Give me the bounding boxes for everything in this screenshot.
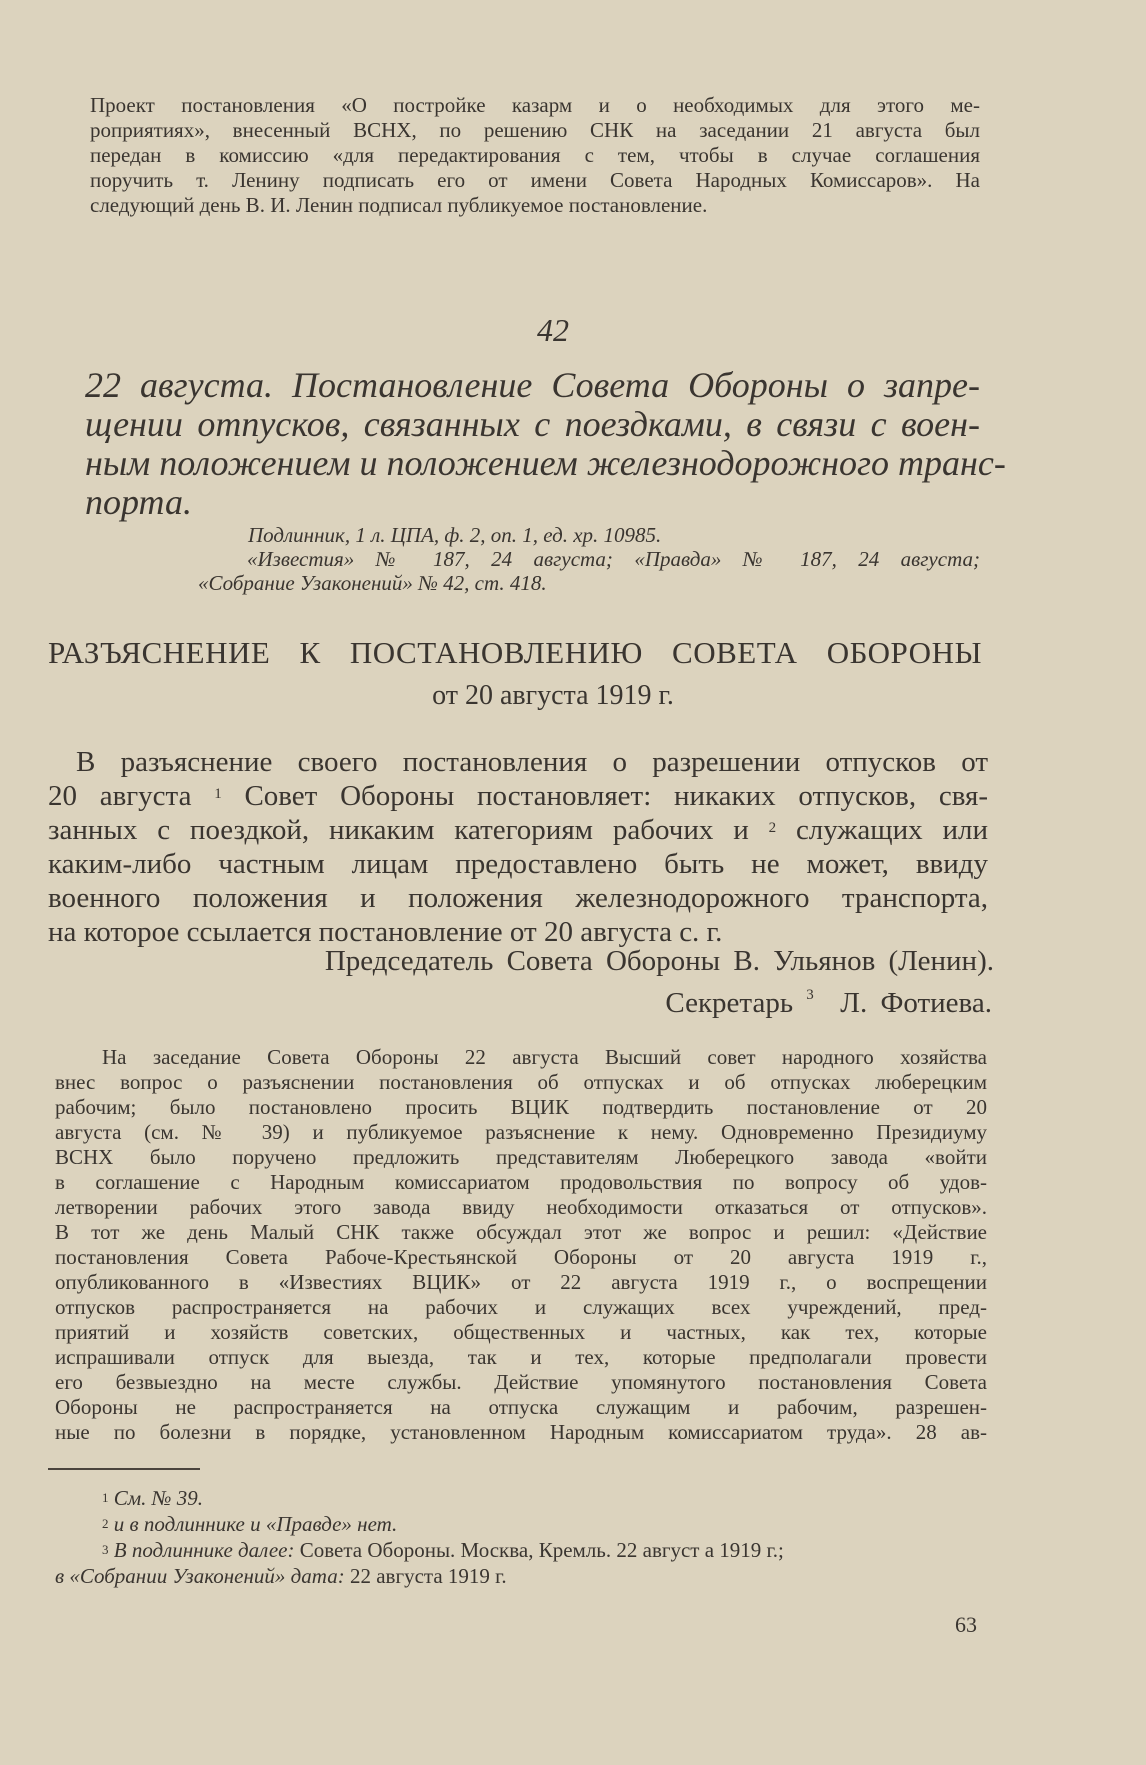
footnote-3-continued [55, 1563, 987, 1589]
signature-chairman: Председатель Совета Обороны В. Ульянов (Ленин). [324, 945, 994, 977]
intro-line: следующий день В. И. Ленин подписал публикуемое постановление. [90, 193, 708, 217]
note-line: В тот же день Малый СНК также обсуждал этот же вопрос и решил: «Действие [55, 1220, 987, 1244]
body-line: военного положения и положения железнодорожного транспорта, [48, 882, 988, 914]
signature-secretary [665, 987, 992, 1020]
footnotes [55, 1485, 987, 1589]
note-line: августа (см. № 39) и публикуемое разъяснение к нему. Одновременно Президиуму [55, 1120, 987, 1144]
secretary-name: Л. Фотиева. [840, 987, 992, 1019]
intro-paragraph [90, 93, 980, 218]
decree-subtitle: от 20 августа 1919 г. [432, 680, 674, 711]
source-line: «Собрание Узаконений» № 42, ст. 418. [198, 571, 547, 595]
body-text: занных с поездкой, никаким категориям рабочих и [48, 814, 749, 846]
intro-line: передан в комиссию «для передактирования с тем, чтобы в случае соглашения [90, 143, 980, 167]
document-number: 42 [537, 312, 569, 348]
footnote-text: Совета Обороны. Москва, Кремль. 22 август а 1919 г.; [299, 1538, 784, 1562]
archival-sources [200, 523, 980, 595]
footnote-1 [55, 1485, 987, 1511]
body-line [48, 813, 988, 847]
intro-line: роприятиях», внесенный ВСНХ, по решению СНК на заседании 21 августа был [90, 118, 980, 142]
note-line: его безвыездно на месте службы. Действие упомянутого постановления Совета [55, 1370, 987, 1394]
decree-body [48, 745, 988, 949]
footnote-3 [55, 1537, 987, 1563]
secretary-role: Секретарь [665, 987, 794, 1019]
footnote-label: В подлиннике далее: [113, 1538, 295, 1562]
source-line: Подлинник, 1 л. ЦПА, ф. 2, оп. 1, ед. хр. 10985. [248, 523, 662, 547]
heading-line: ным положением и положением железнодорожного транс- [85, 443, 1006, 483]
heading-line: 22 августа. Постановление Совета Обороны о запре- [85, 365, 980, 405]
footnote-ref: 1 [214, 786, 222, 802]
note-line: постановления Совета Рабоче-Крестьянской Обороны от 20 августа 1919 г., [55, 1245, 987, 1269]
footnote-label: в «Собрании Узаконений» дата: [55, 1564, 345, 1588]
footnote-ref: 2 [768, 820, 777, 836]
source-line: «Известия» № 187, 24 августа; «Правда» № 187, 24 августа; [247, 547, 980, 571]
intro-line: Проект постановления «О постройке казарм и о необходимых для этого ме- [90, 93, 980, 117]
decree-title: РАЗЪЯСНЕНИЕ К ПОСТАНОВЛЕНИЮ СОВЕТА ОБОРОНЫ [48, 635, 982, 670]
body-line: на которое ссылается постановление от 20 августа с. г. [48, 916, 723, 948]
note-line: летворении рабочих этого завода ввиду необходимости отказаться от отпусков». [55, 1195, 987, 1219]
footnote-text: и в подлиннике и «Правде» нет. [113, 1512, 398, 1536]
body-line: каким-либо частным лицам предоставлено быть не может, ввиду [48, 848, 988, 880]
body-text: Совет Обороны постановляет: никаких отпусков, свя- [244, 780, 989, 812]
body-text: 20 августа [48, 780, 192, 812]
note-line: опубликованного в «Известиях ВЦИК» от 22 августа 1919 г., о воспрещении [55, 1270, 987, 1294]
note-line: внес вопрос о разъяснении постановления об отпусках и об отпусках люберецким [55, 1070, 987, 1094]
body-text: служащих или [795, 814, 989, 846]
footnote-2 [55, 1511, 987, 1537]
document-heading [85, 365, 1006, 522]
note-line: испрашивали отпуск для выезда, так и тех, которые предполагали провести [55, 1345, 987, 1369]
footnote-text: 22 августа 1919 г. [349, 1564, 507, 1588]
footnote-number: 1 [102, 1490, 109, 1505]
footnote-number: 3 [102, 1542, 109, 1557]
note-line: приятий и хозяйств советских, общественных и частных, как тех, которые [55, 1320, 987, 1344]
footnote-ref: 3 [806, 987, 814, 1003]
intro-line: поручить т. Ленину подписать его от имени Совета Народных Комиссаров». На [90, 168, 980, 192]
note-line: рабочим; было постановлено просить ВЦИК подтвердить постановление от 20 [55, 1095, 987, 1119]
heading-line: щении отпусков, связанных с поездками, в связи с воен- [85, 404, 980, 444]
note-line: в соглашение с Народным комиссариатом продовольствия по вопросу об удов- [55, 1170, 987, 1194]
footnote-text: См. № 39. [113, 1486, 203, 1510]
page-number: 63 [955, 1612, 977, 1637]
note-line: ВСНХ было поручено предложить представителям Люберецкого завода «войти [55, 1145, 987, 1169]
footnote-number: 2 [102, 1516, 109, 1531]
heading-line: порта. [85, 482, 192, 522]
body-line [48, 779, 988, 813]
note-line: отпусков распространяется на рабочих и служащих всех учреждений, пред- [55, 1295, 987, 1319]
footnote-divider [48, 1468, 200, 1470]
note-line: Обороны не распространяется на отпуска служащим и рабочим, разрешен- [55, 1395, 987, 1419]
editorial-note [55, 1045, 987, 1445]
note-line: На заседание Совета Обороны 22 августа Высший совет народного хозяйства [102, 1045, 987, 1069]
body-line: В разъяснение своего постановления о разрешении отпусков от [76, 746, 988, 778]
note-line: ные по болезни в порядке, установленном Народным комиссариатом труда». 28 ав- [55, 1420, 987, 1444]
